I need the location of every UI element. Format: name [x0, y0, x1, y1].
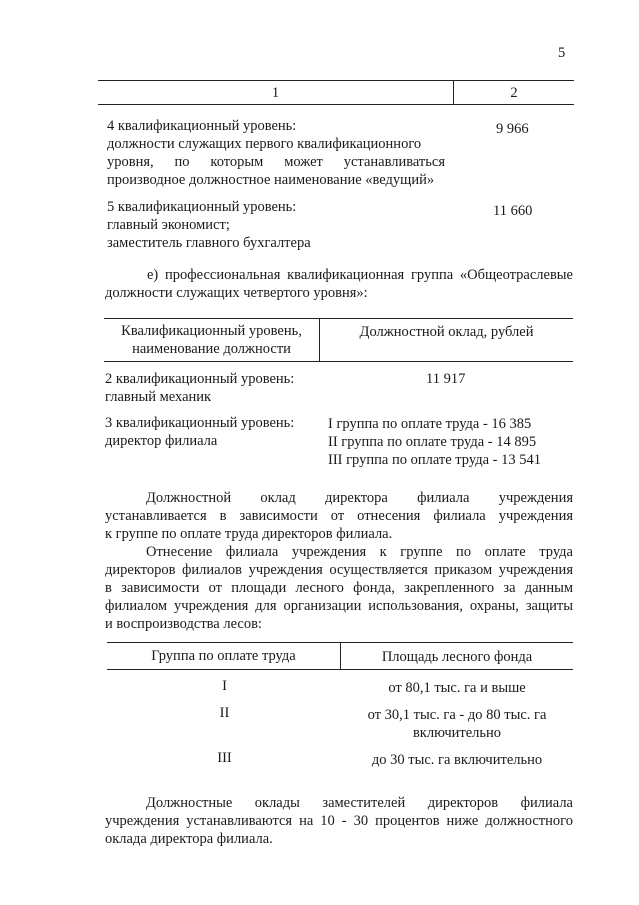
table-1-top-border: [98, 80, 574, 81]
paragraph-line: учреждения устанавливаются на 10 - 30 процентов ниже должностного: [105, 813, 573, 829]
table-2-top-border: [104, 318, 573, 319]
table-2-header-col-1: Квалификационный уровень,: [121, 323, 302, 339]
row-value: 9 966: [496, 121, 529, 137]
row-label: производное должностное наименование «ведущий»: [107, 172, 435, 188]
row-label: 3 квалификационный уровень:: [105, 415, 295, 431]
paragraph-line: филиалом учреждения для организации использования, охраны, защиты: [105, 598, 573, 614]
area-cell: от 80,1 тыс. га и выше: [388, 680, 526, 696]
paragraph-line: оклада директора филиала.: [105, 831, 273, 847]
table-3-header-col-1: Группа по оплате труда: [151, 648, 296, 664]
row-value: II группа по оплате труда - 14 895: [328, 434, 537, 450]
table-2-header-col-2: Должностной оклад, рублей: [359, 324, 534, 340]
table-1-header-border: [98, 104, 574, 105]
row-value: I группа по оплате труда - 16 385: [328, 416, 532, 432]
paragraph-line: в зависимости от площади лесного фонда, закрепленного за данным: [105, 580, 573, 596]
row-label: главный механик: [105, 389, 212, 405]
row-label: директор филиала: [105, 433, 218, 449]
area-cell: до 30 тыс. га включительно: [371, 752, 543, 768]
section-e-line: е) профессиональная квалификационная группа «Общеотраслевые: [147, 267, 573, 283]
row-value: III группа по оплате труда - 13 541: [328, 452, 541, 468]
row-label: 2 квалификационный уровень:: [105, 371, 295, 387]
row-label: уровня, по которым может устанавливаться: [107, 154, 445, 170]
paragraph-line: Отнесение филиала учреждения к группе по оплате труда: [146, 544, 573, 560]
row-label: должности служащих первого квалификационного: [107, 136, 422, 152]
row-value: 11 917: [426, 371, 466, 387]
row-value: 11 660: [493, 203, 533, 219]
group-cell: I: [222, 678, 227, 694]
paragraph-line: и воспроизводства лесов:: [105, 616, 262, 632]
table-3-header-col-2: Площадь лесного фонда: [381, 649, 533, 665]
paragraph-line: к группе по оплате труда директоров филиала.: [105, 526, 393, 542]
paragraph-line: Должностной оклад директора филиала учреждения: [146, 490, 573, 506]
table-1-header-col-1: 1: [271, 85, 280, 101]
paragraph-line: устанавливается в зависимости от отнесения филиала учреждения: [105, 508, 573, 524]
row-label: 5 квалификационный уровень:: [107, 199, 297, 215]
row-label: заместитель главного бухгалтера: [107, 235, 311, 251]
area-cell: включительно: [412, 725, 502, 741]
group-cell: III: [217, 750, 232, 766]
table-1-header-col-2: 2: [510, 85, 518, 101]
section-e-line: должности служащих четвертого уровня»:: [105, 285, 368, 301]
page-number: 5: [558, 45, 566, 61]
paragraph-line: Должностные оклады заместителей директоров филиала: [146, 795, 573, 811]
area-cell: от 30,1 тыс. га - до 80 тыс. га: [367, 707, 547, 723]
group-cell: II: [219, 705, 230, 721]
paragraph-line: директоров филиалов учреждения осуществляется приказом учреждения: [105, 562, 573, 578]
table-2-header-col-1: наименование должности: [132, 341, 291, 357]
table-2-header-border: [104, 361, 573, 362]
row-label: 4 квалификационный уровень:: [107, 118, 297, 134]
row-label: главный экономист;: [107, 217, 230, 233]
